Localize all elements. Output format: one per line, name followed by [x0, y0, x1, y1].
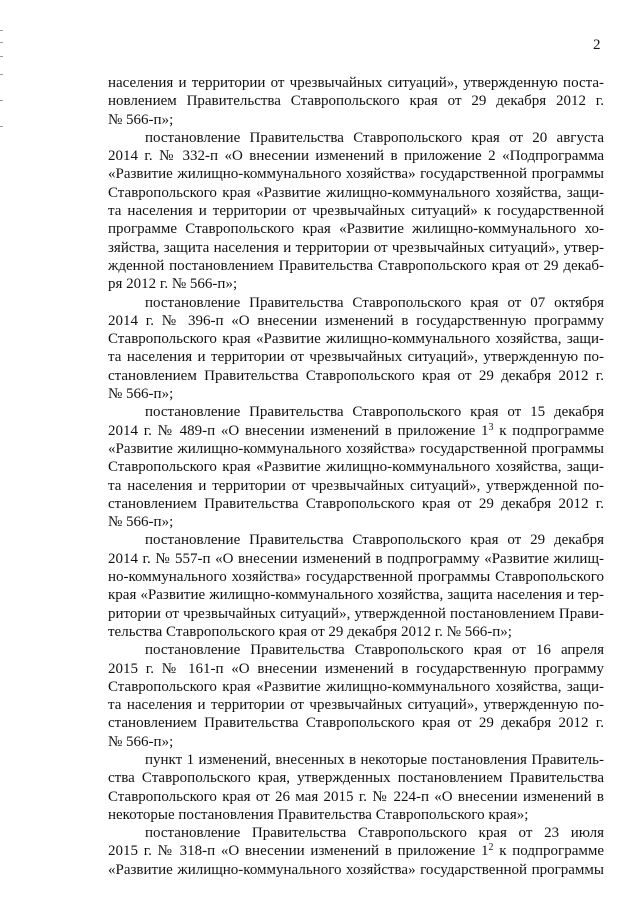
text-line: становлением Правительства Ставропольского края от 29 декабря 2012 г. — [108, 715, 604, 732]
text-line: ритории от чрезвычайных ситуаций», утвержденной постановлением Прави- — [108, 605, 604, 622]
text-line: ря 2012 г. № 566-п»; — [108, 276, 238, 293]
text-line: та населения и территории от чрезвычайных ситуаций», утвержденной по- — [108, 477, 604, 494]
page-number: 2 — [593, 37, 601, 53]
text-line: постановление Правительства Ставропольского края от 29 декабря — [145, 532, 604, 549]
text-line: края «Развитие жилищно-коммунального хозяйства, защита населения и тер- — [108, 587, 604, 604]
text-line: 2014 г. № 332-п «О внесении изменений в приложение 2 «Подпрограмма — [108, 148, 604, 165]
text-line: «Развитие жилищно-коммунального хозяйства» государственной программы — [108, 440, 604, 457]
superscript-number: 2 — [488, 842, 494, 854]
text-line: становлением Правительства Ставропольского края от 29 декабря 2012 г. — [108, 367, 604, 384]
text-line: Ставропольского края «Развитие жилищно-коммунального хозяйства, защи- — [108, 459, 604, 476]
text-line: Ставропольского края от 26 мая 2015 г. № 224-п «О внесении изменений в — [108, 788, 604, 805]
text-line: Ставропольского края «Развитие жилищно-коммунального хозяйства, защи- — [108, 331, 604, 348]
text-line-tail: к подпрограмме — [493, 422, 604, 439]
text-line-main: 2014 г. № 489-п «О внесении изменений в приложение 1 — [108, 422, 489, 439]
superscript-number: 3 — [488, 421, 494, 433]
text-line — [108, 422, 604, 440]
paragraph — [108, 824, 604, 879]
text-line: та населения и территории от чрезвычайных ситуаций» к государственной — [108, 203, 604, 220]
paragraph — [108, 129, 604, 294]
text-line: пункт 1 изменений, внесенных в некоторые постановления Правитель- — [145, 751, 604, 768]
text-line: программе Ставропольского края «Развитие жилищно-коммунального хо- — [108, 221, 604, 238]
text-line — [108, 842, 604, 860]
text-line: № 566-п»; — [108, 733, 174, 750]
text-line: постановление Правительства Ставропольского края от 15 декабря — [145, 404, 604, 421]
text-line: постановление Правительства Ставропольского края от 16 апреля — [145, 642, 604, 659]
paragraph — [108, 531, 604, 641]
text-line: 2014 г. № 396-п «О внесении изменений в государственную программу — [108, 312, 604, 329]
text-line: 2015 г. № 161-п «О внесении изменений в государственную программу — [108, 660, 604, 677]
text-line: становлением Правительства Ставропольского края от 29 декабря 2012 г. — [108, 495, 604, 512]
text-line: № 566-п»; — [108, 386, 174, 403]
text-line-main: 2015 г. № 318-п «О внесении изменений в приложение 1 — [108, 843, 489, 860]
text-line: «Развитие жилищно-коммунального хозяйства» государственной программы — [108, 166, 604, 183]
text-line: Ставропольского края «Развитие жилищно-коммунального хозяйства, защи- — [108, 184, 604, 201]
text-line: жденной постановлением Правительства Ставропольского края от 29 декаб- — [108, 257, 604, 274]
text-line: та населения и территории от чрезвычайных ситуаций», утвержденную по- — [108, 349, 604, 366]
text-line-tail: к подпрограмме — [493, 843, 604, 860]
text-line: населения и территории от чрезвычайных ситуаций», утвержденную поста- — [108, 75, 604, 91]
paragraph — [108, 294, 604, 404]
text-line: № 566-п»; — [108, 111, 174, 128]
paragraph — [108, 751, 604, 824]
text-line: постановление Правительства Ставропольского края от 23 июля — [145, 825, 604, 842]
paragraph — [108, 403, 604, 531]
paragraph — [108, 74, 604, 129]
scan-edge-marks — [0, 30, 4, 140]
text-line: постановление Правительства Ставропольского края от 20 августа — [145, 129, 604, 146]
text-line: постановление Правительства Ставропольского края от 07 октября — [145, 294, 604, 311]
text-line: некоторые постановления Правительства Ставропольского края»; — [108, 806, 529, 823]
text-line: ства Ставропольского края, утвержденных постановлением Правительства — [108, 770, 604, 787]
text-line: та населения и территории от чрезвычайных ситуаций», утвержденную по- — [108, 697, 604, 714]
text-line: Ставропольского края «Развитие жилищно-коммунального хозяйства, защи- — [108, 678, 604, 695]
text-line: зяйства, защита населения и территории от чрезвычайных ситуаций», утвер- — [108, 239, 604, 256]
text-line: тельства Ставропольского края от 29 декабря 2012 г. № 566-п»; — [108, 623, 512, 640]
text-line: № 566-п»; — [108, 514, 174, 531]
paragraph — [108, 641, 604, 751]
text-line: «Развитие жилищно-коммунального хозяйства» государственной программы — [108, 861, 604, 878]
text-line: новлением Правительства Ставропольского края от 29 декабря 2012 г. — [108, 93, 604, 110]
text-line: 2014 г. № 557-п «О внесении изменений в подпрограмму «Развитие жилищ- — [108, 550, 604, 567]
text-line: но-коммунального хозяйства» государственной программы Ставропольского — [108, 569, 604, 586]
document-body — [108, 74, 604, 879]
